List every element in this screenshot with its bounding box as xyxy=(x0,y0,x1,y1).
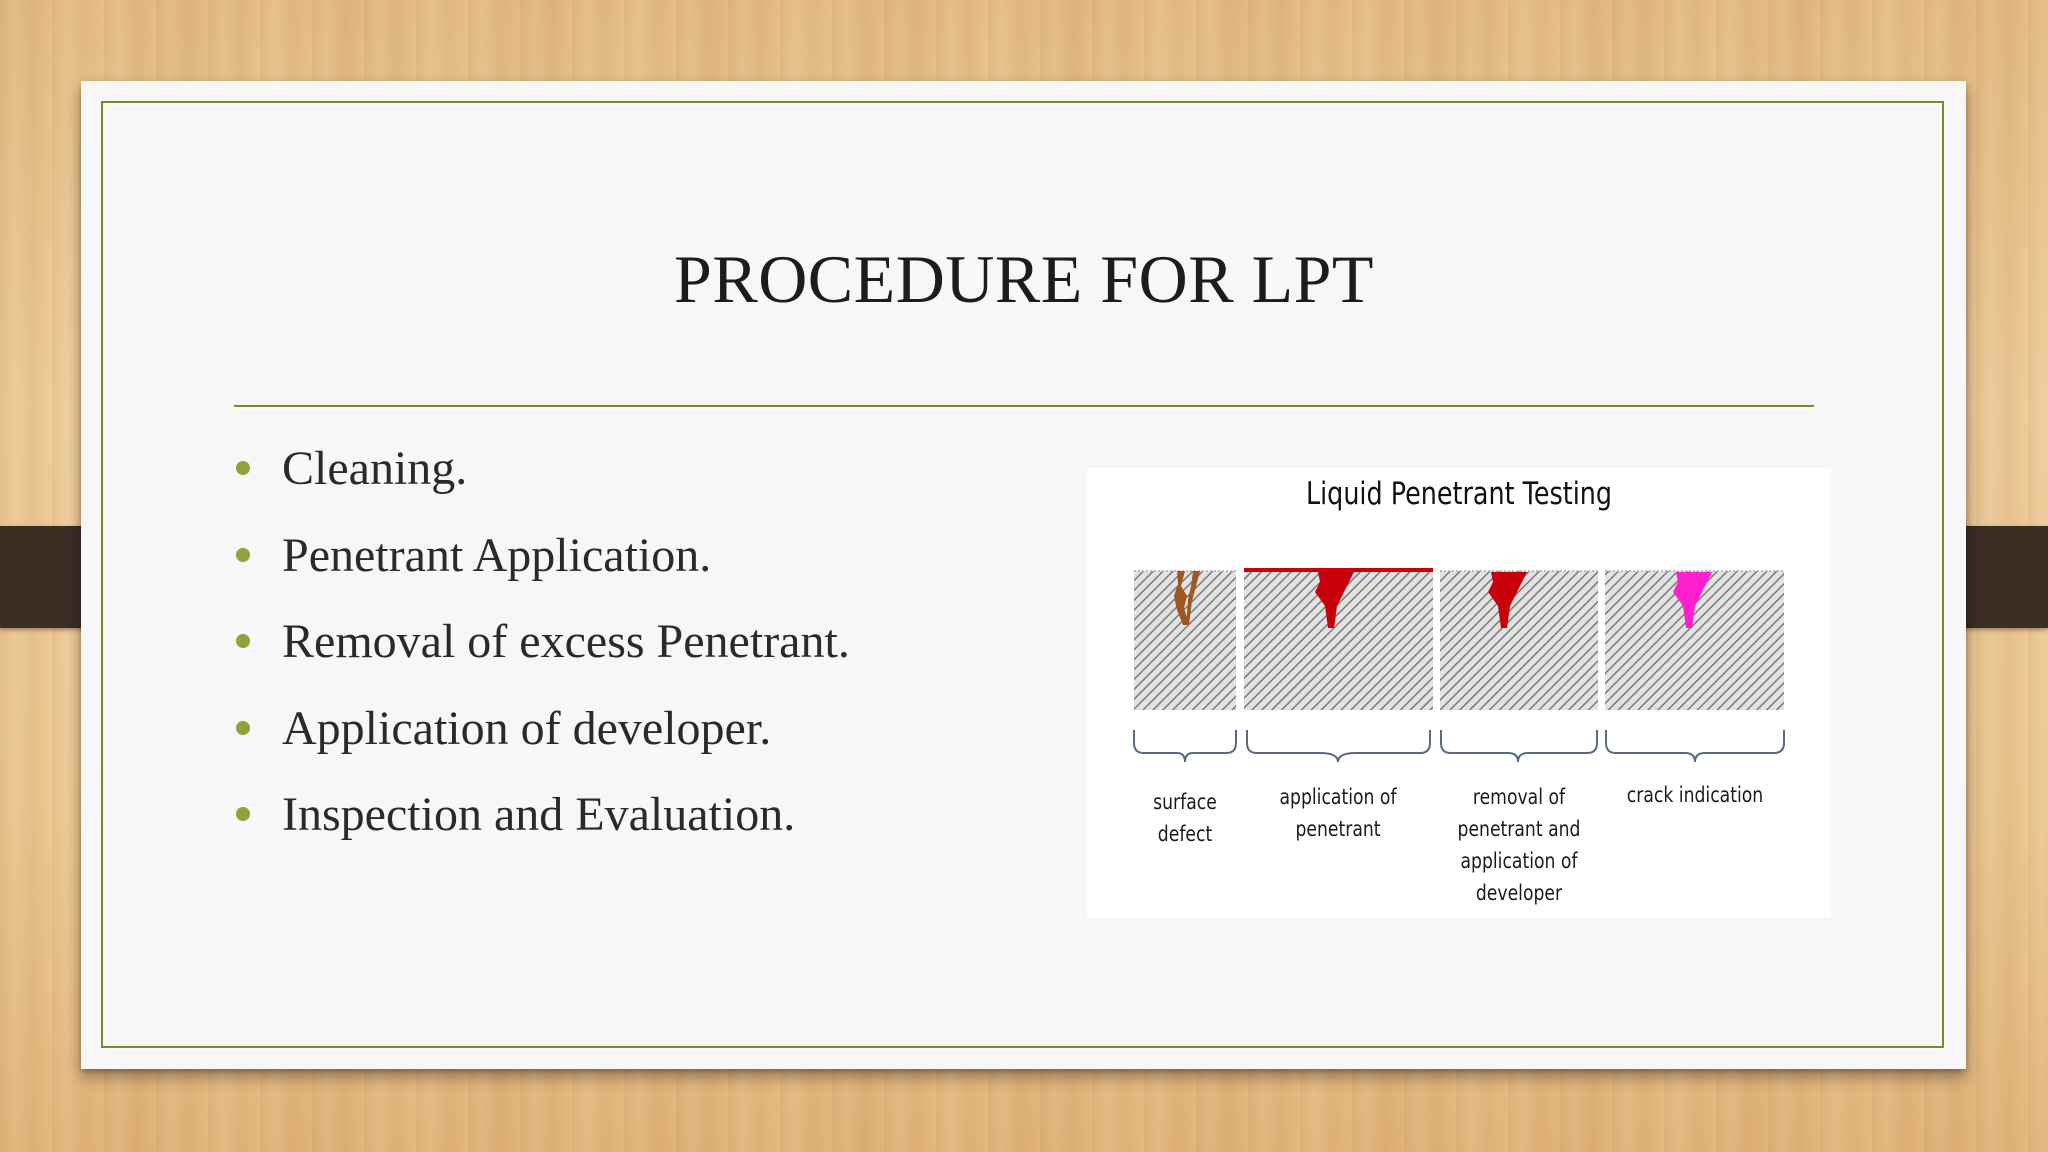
bullet-item xyxy=(236,436,850,523)
lpt-diagram xyxy=(1087,468,1831,917)
stage-bracket xyxy=(1606,730,1784,762)
diagram-title: Liquid Penetrant Testing xyxy=(1305,476,1613,512)
stage-bracket xyxy=(1247,730,1430,762)
bullet-item xyxy=(236,696,850,783)
stage-application-of-penetrant xyxy=(1244,568,1433,762)
bullet-item xyxy=(236,609,850,696)
penetrant-layer xyxy=(1244,568,1433,572)
bullet-item xyxy=(236,523,850,610)
stage-bracket xyxy=(1441,730,1597,762)
caption-surface-defect: surface defect xyxy=(1153,790,1217,846)
caption-application-of-penetrant: application of penetrant xyxy=(1279,785,1397,841)
bullet-dot-icon xyxy=(236,461,250,475)
bullet-dot-icon xyxy=(236,721,250,735)
bullet-item xyxy=(236,782,850,869)
stage-removal-and-developer xyxy=(1440,571,1598,762)
bullet-dot-icon xyxy=(236,548,250,562)
bullet-dot-icon xyxy=(236,807,250,821)
bullet-text: Cleaning. xyxy=(282,442,468,495)
stage-surface-defect xyxy=(1134,571,1236,762)
stage-crack-indication xyxy=(1605,571,1784,762)
bullet-text: Inspection and Evaluation. xyxy=(282,788,796,841)
bullet-dot-icon xyxy=(236,634,250,648)
bullet-text: Application of developer. xyxy=(282,701,772,755)
specimen-block xyxy=(1440,571,1598,710)
caption-crack-indication: crack indication xyxy=(1626,783,1764,807)
stage-bracket xyxy=(1134,730,1236,762)
bullet-text: Removal of excess Penetrant. xyxy=(282,615,850,668)
bullet-text: Penetrant Application. xyxy=(282,528,712,582)
title-divider xyxy=(234,405,1814,407)
bullet-list xyxy=(236,436,850,869)
caption-removal-and-developer: removal of penetrant and application of developer xyxy=(1457,785,1581,905)
specimen-block xyxy=(1134,571,1236,710)
slide-title: PROCEDURE FOR LPT xyxy=(674,241,1374,317)
